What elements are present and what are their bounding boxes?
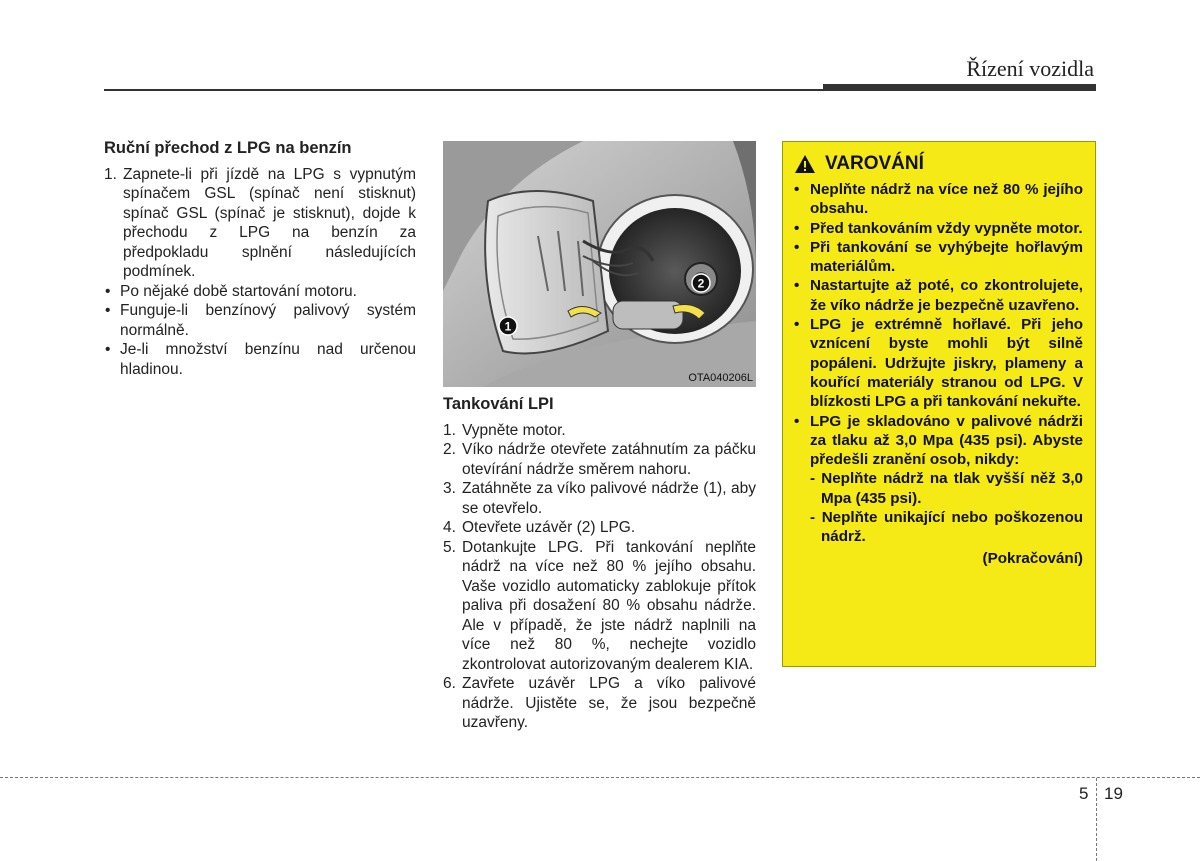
warning-triangle-icon <box>794 154 816 174</box>
list-item <box>443 421 756 441</box>
fuel-door-illustration <box>443 141 756 387</box>
warning-item-text: LPG je skladováno v palivové nádrži za tlaku až 3,0 Mpa (435 psi). Abyste předešli zranění osob, nikdy: <box>810 412 1083 469</box>
list-item: • Nastartujte až poté, co zkontrolujete, že víko nádrže je bezpečně uzavřeno. <box>794 276 1083 315</box>
figure-code: OTA040206L <box>688 372 753 384</box>
list-item: • Neplňte nádrž na více než 80 % jejího obsahu. <box>794 180 1083 219</box>
callout-2-icon <box>691 273 711 293</box>
step-number: 1. <box>104 165 117 183</box>
list-item: • LPG je extrémně hořlavé. Při jeho vznícení byste mohli být silně popáleni. Udržujte jiskry, plameny a kouřící materiály stranou od LPG. V blízkosti LPG a při tankování nekuřte. <box>794 315 1083 411</box>
left-column <box>104 139 416 379</box>
manual-switch-steps <box>104 165 416 282</box>
running-header-title: Řízení vozidla <box>966 56 1094 81</box>
list-item <box>794 412 1083 547</box>
list-item: • Je-li množství benzínu nad určenou hladinou. <box>104 340 416 379</box>
footer-rule <box>0 777 1200 778</box>
list-item <box>443 538 756 675</box>
middle-column <box>443 395 756 733</box>
step-text: Vypněte motor. <box>462 421 566 439</box>
page-number: 19 <box>1104 784 1123 803</box>
continued-note: (Pokračování) <box>982 549 1083 567</box>
step-number: 1. <box>443 421 456 439</box>
warning-title <box>794 154 1083 174</box>
list-item: • Při tankování se vyhýbejte hořlavým materiálům. <box>794 238 1083 277</box>
list-item <box>104 165 416 282</box>
step-number: 4. <box>443 519 456 536</box>
step-number: 3. <box>443 480 456 497</box>
callout-2-label: 2 <box>697 276 705 291</box>
section-heading-lpi-refuel: Tankování LPI <box>443 395 554 413</box>
step-text: Víko nádrže otevřete zatáhnutím za páčku otevírání nádrže směrem nahoru. <box>462 441 756 478</box>
step-text: Zavřete uzávěr LPG a víko palivové nádrže. Ujistěte se, že jsou bezpečně uzavřeny. <box>462 675 756 731</box>
condition-bullets <box>104 282 416 380</box>
fuel-door-photo <box>443 141 756 387</box>
step-text: Zatáhněte za víko palivové nádrže (1), aby se otevřelo. <box>462 480 756 517</box>
list-item: • Před tankováním vždy vypněte motor. <box>794 219 1083 238</box>
step-number: 2. <box>443 441 456 458</box>
header-rule <box>104 89 1096 91</box>
list-item <box>443 479 756 518</box>
step-number: 6. <box>443 675 456 692</box>
step-text: Zapnete-li při jízdě na LPG s vypnutým spínačem GSL (spínač není stisknut) spínač GSL (spínač je stisknut), dojde k přechodu z LPG na benzín za předpokladu splnění následujících podmínek. <box>123 165 416 280</box>
warning-list <box>794 180 1083 547</box>
list-item <box>443 674 756 733</box>
callout-1-label: 1 <box>504 319 512 334</box>
list-item <box>443 518 756 538</box>
section-heading-manual-switch: Ruční přechod z LPG na benzín <box>104 139 352 157</box>
step-number: 5. <box>443 538 456 556</box>
step-text: Dotankujte LPG. Při tankování neplňte nádrž na více než 80 % jejího obsahu. Vaše vozidlo automaticky zablokuje přítok paliva při dosažení 80 % obsahu nádrže. Ale v případě, že jste nádrž naplnili na více než 80 %, nechejte vozidlo zkontrolovat autorizovaným dealerem KIA. <box>462 538 756 673</box>
list-item: • Funguje-li benzínový palivový systém normálně. <box>104 301 416 340</box>
chapter-number: 5 <box>1079 784 1089 803</box>
footer-divider <box>1096 778 1097 861</box>
list-item: - Neplňte nádrž na tlak vyšší něž 3,0 Mpa (435 psi). <box>810 470 1083 507</box>
refuel-steps <box>443 421 756 733</box>
list-item: - Neplňte unikající nebo poškozenou nádrž. <box>810 509 1083 546</box>
callout-1-icon <box>498 316 518 336</box>
warning-sublist <box>810 469 1083 546</box>
warning-box <box>782 141 1096 667</box>
warning-title-text: VAROVÁNÍ <box>825 153 924 175</box>
list-item: • Po nějaké době startování motoru. <box>104 282 416 302</box>
list-item <box>443 440 756 479</box>
step-text: Otevřete uzávěr (2) LPG. <box>462 519 636 536</box>
